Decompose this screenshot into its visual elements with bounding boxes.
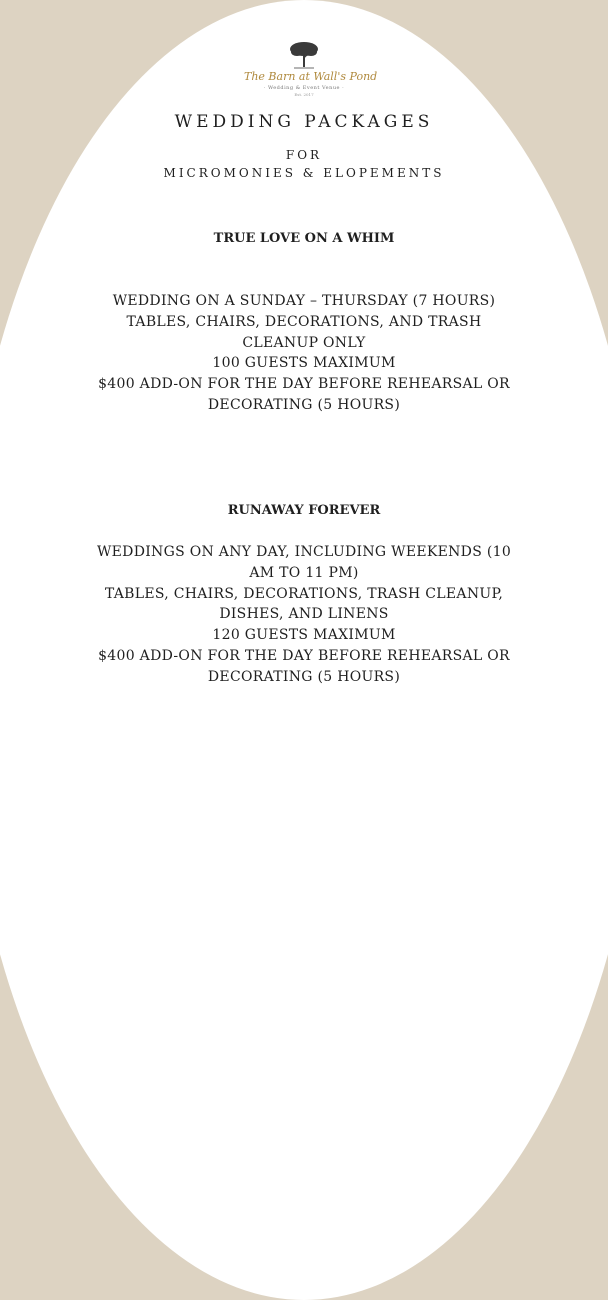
package-line: WEDDINGS ON ANY DAY, INCLUDING WEEKENDS (10 (96, 544, 512, 560)
logo-venue-name: The Barn at Wall's Pond (244, 70, 378, 83)
package-line: DISHES, AND LINENS (219, 606, 389, 623)
package-line: TABLES, CHAIRS, DECORATIONS, TRASH CLEANUP, (104, 585, 504, 602)
package-line: 100 GUESTS MAXIMUM (212, 355, 396, 372)
page-for-label: FOR (285, 148, 323, 162)
package-line: DECORATING (5 HOURS) (207, 396, 401, 413)
page-subtitle: MICROMONIES & ELOPEMENTS (163, 166, 445, 180)
package-line: DECORATING (5 HOURS) (207, 668, 401, 685)
package-line: $400 ADD-ON FOR THE DAY BEFORE REHEARSAL OR (98, 376, 510, 393)
tree-icon (288, 40, 320, 70)
package-line: $400 ADD-ON FOR THE DAY BEFORE REHEARSAL OR (98, 647, 510, 664)
package-line: AM TO 11 PM) (249, 564, 359, 581)
package-details-true-love (64, 291, 544, 416)
logo-established: Est. 2017 (294, 92, 314, 97)
package-line: CLEANUP ONLY (242, 334, 366, 351)
package-name-true-love: TRUE LOVE ON A WHIM (213, 231, 395, 246)
package-line: TABLES, CHAIRS, DECORATIONS, AND TRASH (126, 313, 482, 330)
package-line: WEDDING ON A SUNDAY – THURSDAY (7 HOURS) (112, 293, 496, 309)
venue-logo (244, 40, 378, 104)
package-name-runaway-forever: RUNAWAY FOREVER (227, 503, 381, 518)
package-details-runaway-forever (64, 542, 544, 688)
package-line: 120 GUESTS MAXIMUM (212, 627, 396, 644)
logo-tagline: · Wedding & Event Venue · (263, 85, 345, 91)
page-title: WEDDING PACKAGES (174, 112, 434, 132)
